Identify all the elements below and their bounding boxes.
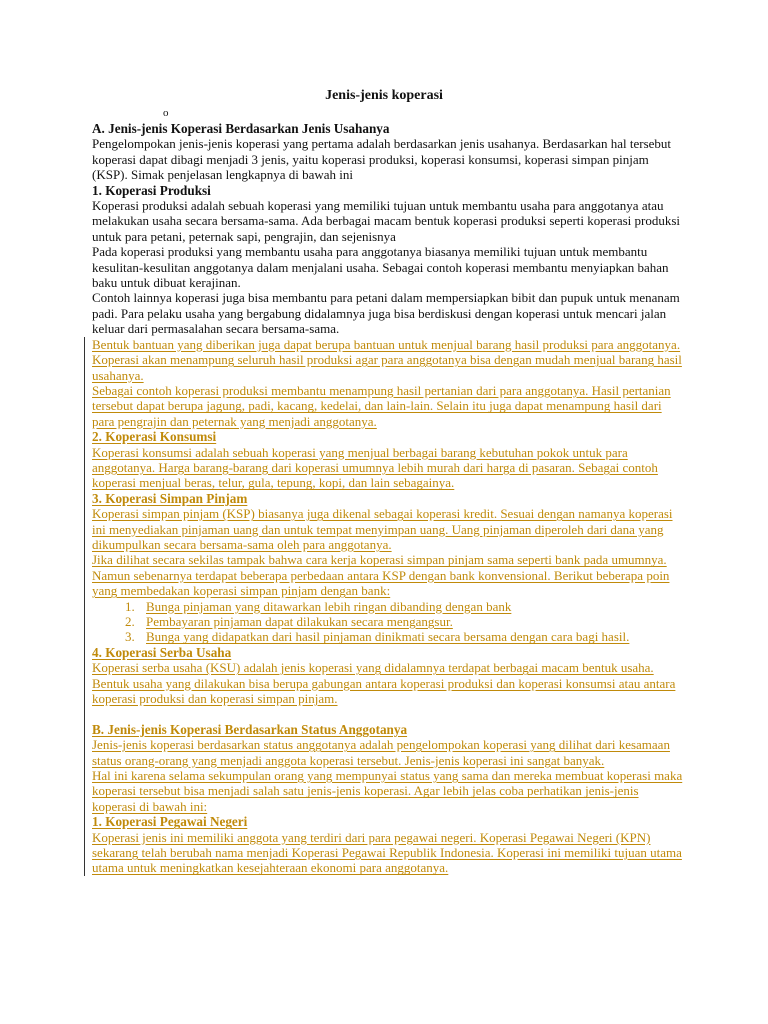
produksi-paragraph-5: Sebagai contoh koperasi produksi membantu menampung hasil pertanian dari para anggotanya. Hasil pertanian tersebut dapat berupa jagung, padi, kacang, kedelai, dan lain-lain. Selain itu juga dapat menampung hasil dari para pengrajin dan peternak yang menjadi anggotanya. — [92, 382, 671, 429]
section-a-heading: A. Jenis-jenis Koperasi Berdasarkan Jenis Usahanya — [92, 121, 390, 136]
section-b-heading: B. Jenis-jenis Koperasi Berdasarkan Status Anggotanya — [92, 721, 408, 737]
list-item: 1. Bunga pinjaman yang ditawarkan lebih ringan dibanding dengan bank — [138, 599, 684, 614]
section-b-paragraph-2: Hal ini karena selama sekumpulan orang yang mempunyai status yang sama dan mereka membuat koperasi maka koperasi tersebut bisa menjadi salah satu jenis-jenis koperasi. Agar lebih jelas coba perhatikan jenis-jenis koperasi di bawah ini: — [92, 768, 683, 814]
produksi-heading: 1. Koperasi Produksi — [92, 182, 211, 198]
ksp-paragraph-1: Koperasi simpan pinjam (KSP) biasanya juga dikenal sebagai koperasi kredit. Sesuai dengan namanya koperasi ini menyediakan pinjaman uang dan untuk tempat menyimpan uang. Uang pinjaman diperoleh dari dana yang dikumpulkan secara bersama-sama oleh para anggotanya. — [92, 506, 673, 552]
kpn-heading: 1. Koperasi Pegawai Negeri — [92, 814, 248, 830]
ksp-heading: 3. Koperasi Simpan Pinjam — [92, 490, 248, 506]
ksu-heading: 4. Koperasi Serba Usaha — [92, 644, 232, 660]
bullet-marker: o — [163, 107, 169, 119]
produksi-paragraph-1: Koperasi produksi adalah sebuah koperasi yang memiliki tujuan untuk membantu usaha para anggotanya atau melakukan usaha secara bersama-sama. Ada berbagai macam bentuk koperasi produksi seperti koperasi produksi untuk para petani, peternak sapi, pengrajin, dan sejenisnya — [92, 198, 681, 244]
ksp-paragraph-2: Jika dilihat secara sekilas tampak bahwa cara kerja koperasi simpan pinjam sama seperti bank pada umumnya. Namun sebenarnya terdapat beberapa perbedaan antara KSP dengan bank konvensional. Berikut beberapa poin yang membedakan koperasi simpan pinjam dengan bank: — [92, 552, 670, 599]
list-item: 3. Bunga yang didapatkan dari hasil pinjaman dinikmati secara bersama dengan cara bagi hasil. — [138, 629, 684, 644]
document-body — [92, 121, 684, 876]
document-title: Jenis-jenis koperasi — [325, 88, 443, 103]
section-a-intro: Pengelompokan jenis-jenis koperasi yang pertama adalah berdasarkan jenis usahanya. Berdasarkan hal tersebut koperasi dapat dibagi menjadi 3 jenis, yaitu koperasi produksi, koperasi konsumsi, koperasi simpan pinjam (KSP). Simak penjelasan lengkapnya di bawah ini — [92, 136, 672, 183]
ksu-paragraph-1: Koperasi serba usaha (KSU) adalah jenis koperasi yang didalamnya terdapat berbagai macam bentuk usaha. Bentuk usaha yang dilakukan bisa berupa gabungan antara koperasi produksi dan koperasi konsumsi atau antara koperasi produksi dan koperasi simpan pinjam. — [92, 660, 676, 707]
ksp-difference-list — [92, 599, 684, 645]
kpn-paragraph-1: Koperasi jenis ini memiliki anggota yang terdiri dari para pegawai negeri. Koperasi Pegawai Negeri (KPN) sekarang telah berubah nama menjadi Koperasi Pegawai Republik Indonesia. Koperasi ini memiliki tujuan utama utama untuk meningkatkan kesejahteraan ekonomi para anggotanya. — [92, 829, 682, 876]
blank-line — [92, 706, 684, 721]
produksi-paragraph-4: Bentuk bantuan yang diberikan juga dapat berupa bantuan untuk menjual barang hasil produksi para anggotanya. Koperasi akan menampung seluruh hasil produksi agar para anggotanya bisa dengan mudah menjual barang hasil usahanya. — [92, 336, 682, 383]
konsumsi-paragraph-1: Koperasi konsumsi adalah sebuah koperasi yang menjual berbagai barang kebutuhan pokok untuk para anggotanya. Harga barang-barang dari koperasi umumnya lebih murah dari harga di pasaran. Sebagai contoh koperasi menjual beras, telur, gula, tepung, kopi, dan lain sebagainya. — [92, 444, 658, 491]
list-item: 2. Pembayaran pinjaman dapat dilakukan secara mengangsur. — [138, 614, 684, 629]
tracked-changes-block — [92, 337, 684, 876]
produksi-paragraph-3: Contoh lainnya koperasi juga bisa membantu para petani dalam mempersiapkan bibit dan pupuk untuk menanam padi. Para pelaku usaha yang bergabung didalamnya juga bisa berdiskusi dengan koperasi untuk mencari jalan keluar dari permasalahan secara bersama-sama. — [92, 290, 680, 337]
produksi-paragraph-2: Pada koperasi produksi yang membantu usaha para anggotanya biasanya memiliki tujuan untuk membantu kesulitan-kesulitan anggotanya dalam menjalani usaha. Sebagai contoh koperasi membantu menyiapkan bahan baku untuk dibuat kerajinan. — [92, 244, 669, 291]
konsumsi-heading: 2. Koperasi Konsumsi — [92, 429, 217, 445]
section-b-paragraph-1: Jenis-jenis koperasi berdasarkan status anggotanya adalah pengelompokan koperasi yang dilihat dari kesamaan status orang-orang yang menjadi anggota koperasi tersebut. Jenis-jenis koperasi ini sangat banyak. — [92, 737, 670, 768]
